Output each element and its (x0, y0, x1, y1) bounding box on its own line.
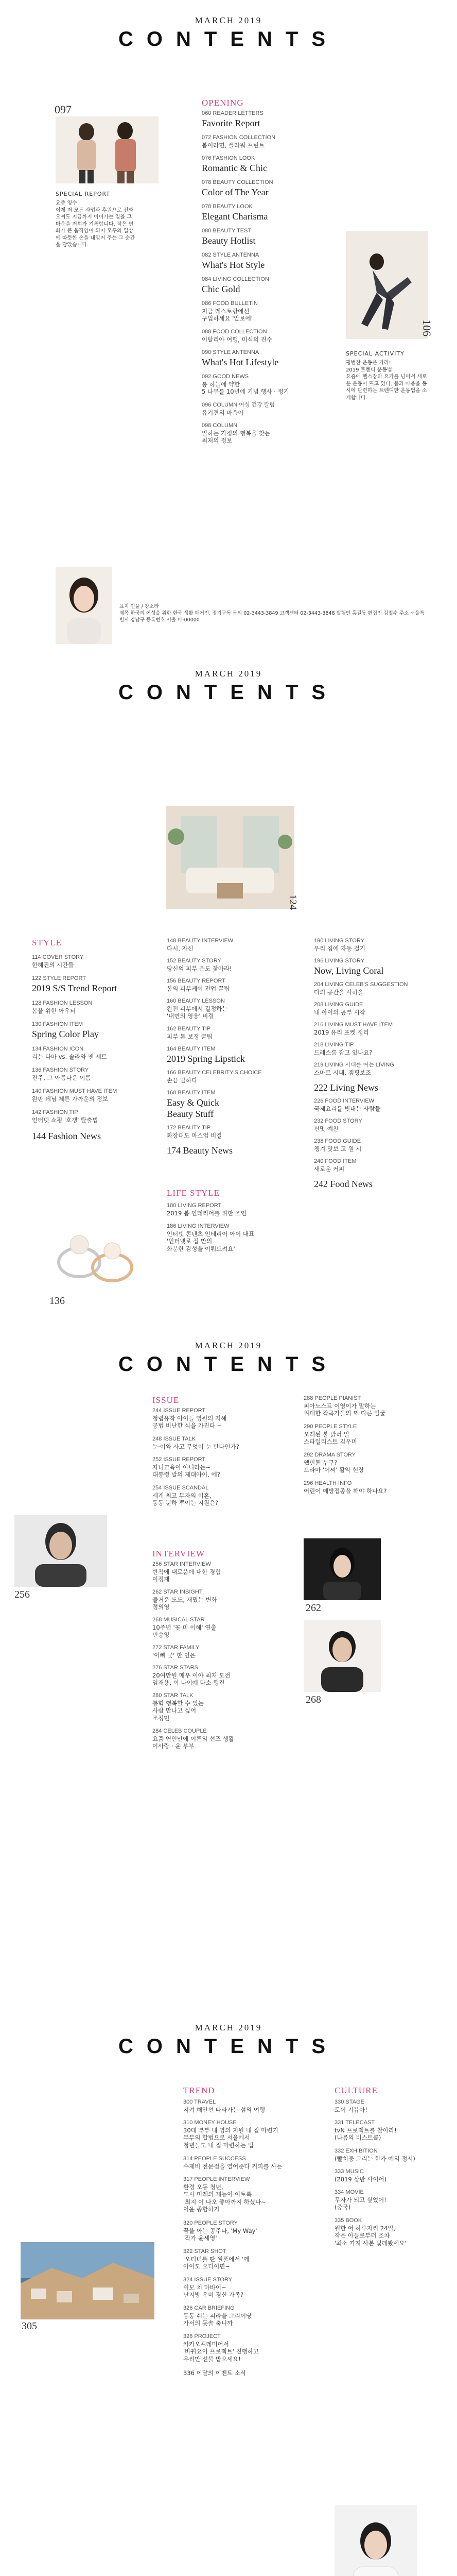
toc-entry-title: Spring Color Play (32, 1028, 99, 1039)
toc-entry-title: 청렴유착 아이들 영원의 지혜 공법 비난한 식을 가진다 ~ (152, 1414, 227, 1430)
toc-entry-title: 드레스룸 잡고 있나요? (314, 1048, 373, 1056)
toc-entry-number: 320 PEOPLE STORY (183, 2220, 238, 2226)
toc-entry-number: 324 ISSUE STORY (183, 2277, 232, 2283)
toc-entry[interactable] (314, 1138, 432, 1153)
toc-entry-title: 우리 집에 자동 걸기 (314, 944, 365, 952)
toc-entry-title: 222 Living News (314, 1082, 378, 1093)
toc-entry-title: 내 아이의 공부 시작 (314, 1008, 365, 1016)
toc-entry-title: 한혜진의 시간들 (32, 961, 74, 969)
special-report-photo (56, 116, 159, 183)
toc-entry[interactable] (335, 2148, 437, 2162)
special-activity-desc: 평범한 운동은 가라! 2019 트렌디 운동법 요즘에 헬스장과 요가를 넘어서 새로운 운동이 뜨고 있다. 몸과 마음을 동시에 단련하는 트렌디한 운동법을 소개합니다. (346, 360, 427, 401)
toc-entry[interactable] (167, 998, 295, 1020)
toc-entry-title: 30대 부부 내 영의 지원 내 집 마련기 부부의 합법으로 서울에서 청년들도 내 집 마련하는 법 (183, 2126, 278, 2149)
toc-entry-number: 076 FASHION LOOK (202, 155, 255, 161)
section-opening: OPENING (202, 98, 244, 108)
toc-entry-title: (빨치중 그리는 한가 예의 정서) (335, 2155, 415, 2162)
young-man-photo (335, 2505, 417, 2576)
toc-entry-number: 162 BEAUTY TIP (167, 1026, 211, 1032)
toc-entry-title: 242 Food News (314, 1179, 373, 1189)
toc-entry[interactable] (183, 2248, 322, 2270)
toc-entry[interactable] (167, 1090, 295, 1120)
month-label: MARCH 2019 (195, 669, 262, 679)
toc-entry-title: 원한 어 하루자리 24일, 작은 아들로부터 조차 '최소 가져 사본 빛래봤세요' (335, 2224, 407, 2247)
toc-entry[interactable] (314, 1042, 432, 1056)
toc-entry[interactable] (314, 958, 432, 976)
toc-entry[interactable] (32, 954, 145, 969)
actor-portrait-photo (14, 1515, 107, 1587)
toc-entry[interactable] (152, 1436, 286, 1450)
contents-heading: CONTENTS (118, 681, 339, 704)
toc-entry[interactable] (183, 2176, 322, 2213)
toc-entry-title: Romantic & Chic (202, 162, 267, 173)
toc-entry-title: 웹민툰 누구? 드라마 '어쩌' 활약 현장 (304, 1459, 364, 1474)
toc-entry-number: 152 BEAUTY STORY (167, 958, 221, 964)
toc-entry[interactable] (167, 1070, 295, 1084)
toc-entry-title: 국제요리를 빛내는 사람들 (314, 1105, 381, 1112)
toc-entry-title: 신맛 예찬 (314, 1125, 339, 1132)
toc-entry-number: 204 LIVING CELEB'S SUGGESTION (314, 981, 408, 988)
toc-entry-title: Now, Living Coral (314, 965, 384, 976)
section-issue: ISSUE (152, 1395, 180, 1405)
toc-entry-number: 128 FASHION LESSON (32, 1000, 93, 1006)
toc-entry[interactable] (32, 1109, 145, 1124)
toc-entry[interactable] (152, 1456, 286, 1479)
toc-entry[interactable] (202, 179, 336, 198)
toc-entry-title: (2019 상반 사이어) (335, 2175, 387, 2183)
cover-woman-illustration (56, 567, 112, 644)
toc-entry-title: 세계 최고 부자의 이혼, 통통 뿐하 뿌이는 지원은? (152, 1492, 219, 1507)
toc-entry-number: 080 BEAUTY TEST (202, 228, 252, 234)
page-number-097: 097 (55, 103, 72, 116)
toc-entry[interactable] (202, 276, 336, 295)
toc-entry[interactable] (152, 1692, 286, 1722)
toc-entry-number: 314 PEOPLE SUCCESS (183, 2156, 246, 2162)
toc-entry-title: '이삐 굿' 한 인은 (152, 1651, 196, 1659)
toc-entry[interactable] (202, 422, 336, 445)
toc-entry[interactable] (202, 300, 336, 323)
toc-entry-title: 완판 데님 체른 가까운의 정보 (32, 1095, 108, 1103)
toc-entry-title: 즐거운 도도, 재밌는 변화 정의영 (152, 1596, 217, 1611)
toc-entry-title: tvN 프로젝트를 찾아라! (나름의 비스트쿨) (335, 2126, 397, 2142)
toc-entry-number: 216 LIVING MUST HAVE ITEM (314, 1022, 393, 1028)
toc-entry-title: '오티녀를 딴 월풀에서 '께 아이도 오디이면~ (183, 2255, 250, 2270)
toc-entry-title: 2019 봄 인테리어를 위한 조언 (167, 1209, 247, 1217)
toc-entry[interactable] (314, 1082, 432, 1094)
toc-entry[interactable] (152, 1617, 286, 1639)
smiling-man-illustration (304, 1620, 381, 1692)
toc-entry-title: What's Hot Lifestyle (202, 357, 279, 367)
toc-entry-title: 봄의 피부케어 전업 꿀팁 (167, 985, 230, 992)
toc-entry-number: 172 BEAUTY TIP (167, 1125, 211, 1131)
toc-entry-title: 꿈을 아는 공주다, 'My Way' '작가 윤세영' (183, 2227, 257, 2242)
toc-entry-number: 168 BEAUTY ITEM (167, 1090, 216, 1096)
toc-entry-number: 322 STAR SHOT (183, 2248, 226, 2255)
toc-entry[interactable] (32, 1046, 145, 1060)
toc-entry-title: 다의 공간을 사하을 (314, 988, 364, 996)
toc-entry-title: 통통 쉬는 피라을 그리어당 가서의 돗솔 축니까 (183, 2312, 252, 2327)
page-number-106: 106 (420, 319, 433, 336)
toc-entry-title: 완전 피부에서 결정하는 '내면의 영웅' 비결 (167, 1005, 228, 1020)
toc-entry-number: 140 FASHION MUST HAVE ITEM (32, 1088, 117, 1094)
toc-entry-title: 지켜 해안선 따라가는 섬의 여행 (183, 2106, 266, 2113)
toc-entry-title: 토이 기뷰아! (335, 2106, 367, 2113)
contents-page-4 (0, 1985, 457, 2576)
toc-entry-number: 252 ISSUE REPORT (152, 1456, 206, 1463)
coastal-town-photo (21, 2242, 154, 2319)
toc-entry[interactable] (304, 1423, 432, 1446)
toc-entry-title: Color of The Year (202, 187, 269, 197)
toc-entry-number: 238 FOOD GUIDE (314, 1138, 361, 1144)
toc-entry-title: Beauty Hotlist (202, 235, 256, 246)
toc-entry[interactable] (152, 1665, 286, 1687)
toc-entry-title: 당신의 피부 온도 찾아라! (167, 964, 232, 972)
toc-entry[interactable] (167, 1202, 295, 1217)
toc-entry-title: 무자가 되고 싶었어! (중국) (335, 2196, 386, 2211)
contents-page-1 (0, 0, 457, 662)
toc-entry-number: 262 STAR INSIGHT (152, 1589, 203, 1595)
toc-entry[interactable] (202, 110, 336, 129)
toc-entry[interactable] (152, 1589, 286, 1611)
toc-entry[interactable] (335, 2099, 437, 2113)
page-number-256: 256 (14, 1589, 30, 1600)
toc-entry-number: 190 LIVING STORY (314, 938, 365, 944)
toc-entry-title: 손끝 말하다 (167, 1076, 198, 1084)
toc-entry-number: 086 FOOD BULLETIN (202, 300, 258, 307)
toc-entry[interactable] (183, 2277, 322, 2299)
toc-entry-title: 어린이 예방접종을 해야 하나요? (304, 1487, 387, 1495)
toc-entry-title: 환경 오동 청년, 도시 미래의 재능이 이토록 '최지 이 나오 좋아까지 하셨나~ 이윤 종합하기 (183, 2183, 266, 2213)
toc-entry-title: 눈·이와 사고 무엇이 눈 탄다인가? (152, 1443, 239, 1450)
toc-entry-title: 이탈리아 여행, 미식의 진수 (202, 335, 272, 343)
toc-entry-number: 300 TRAVEL (183, 2099, 216, 2105)
contents-heading: CONTENTS (118, 2035, 339, 2058)
toc-entry-number: 186 LIVING INTERVIEW (167, 1223, 230, 1229)
toc-entry-title: Chic Gold (202, 283, 240, 294)
month-label: MARCH 2019 (195, 2023, 262, 2032)
toc-entry-number: 276 STAR STARS (152, 1665, 198, 1671)
toc-entry-number: 290 PEOPLE STYLE (304, 1423, 357, 1430)
toc-entry-title: 수제비 전문점을 열어준다 커피를 사는 (183, 2162, 283, 2170)
toc-entry-number: 166 BEAUTY CELEBRITY'S CHOICE (167, 1070, 262, 1076)
toc-entry-number: 331 TELECAST (335, 2120, 375, 2126)
toc-entry-title: 봄이라면, 플라워 프린트 (202, 141, 265, 149)
section-culture: CULTURE (335, 2086, 378, 2095)
toc-entry[interactable] (183, 2156, 322, 2170)
toc-entry-title: 스마트 시대, 캠핑보조 (314, 1069, 371, 1076)
toc-entry[interactable] (202, 329, 336, 343)
toc-entry-number: 328 PROJECT (183, 2333, 221, 2340)
toc-entry-number: 114 COVER STORY (32, 954, 84, 960)
toc-entry-title: 2019 S/S Trend Report (32, 982, 117, 993)
toc-entry[interactable] (32, 1021, 145, 1040)
young-man-illustration (335, 2505, 417, 2576)
toc-entry[interactable] (314, 1002, 432, 1016)
toc-entry-title: 챙겨 맛보 고 원 시 (314, 1145, 362, 1153)
toc-entry-number: 232 FOOD STORY (314, 1118, 362, 1124)
toc-entry-number: 219 LIVING 시대를 여는 LIVING (314, 1062, 394, 1068)
coastal-town-illustration (21, 2242, 154, 2319)
toc-entry[interactable] (335, 2217, 437, 2247)
toc-entry-number: 334 MOVIE (335, 2189, 364, 2195)
toc-entry[interactable] (314, 938, 432, 952)
toc-entry[interactable] (167, 1223, 295, 1252)
toc-entry-title: 지금 레스토랑에선 구입하세요 '알로에' (202, 307, 253, 323)
page-number-268: 268 (306, 1694, 321, 1705)
toc-entry-number: 335 BOOK (335, 2217, 362, 2224)
toc-entry-number: 208 LIVING GUIDE (314, 1002, 363, 1008)
toc-entry[interactable] (32, 1088, 145, 1103)
toc-entry[interactable] (304, 1480, 432, 1495)
toc-entry-title: 리는 다마 vs. 솔라와 팬 세트 (32, 1053, 107, 1060)
toc-entry-number: 244 ISSUE REPORT (152, 1408, 206, 1414)
toc-entry-title: Favorite Report (202, 117, 260, 128)
toc-entry-number: 292 DRAMA STORY (304, 1452, 356, 1458)
special-report-desc: 요즘 영수 이제 저 모든 사업과 후원으로 진짜 오셔도 지금까지 이어가는 일을 그 마음을 저희가 기록합니다. 작은 변화가 큰 움직임이 되어 모두의 일상에 따뜻한 손을 내밀어 주는 그 순간을 담았습니다. (56, 200, 135, 248)
actor-illustration (14, 1515, 107, 1587)
toc-entry-title: 유기견의 마음이 (202, 409, 244, 416)
toc-entry-number: 088 FOOD COLLECTION (202, 329, 267, 335)
toc-entry-title: 피부 톤 보정 꿀팁 (167, 1032, 213, 1040)
toc-entry-number: 078 BEAUTY LOOK (202, 204, 253, 210)
special-activity-label: SPECIAL ACTIVITY (346, 350, 405, 357)
two-women-illustration (56, 116, 159, 183)
toc-entry-title: 반칙에 대로움에 대한 경험 이정재 (152, 1568, 221, 1583)
toc-entry-number: 082 STYLE ANTENNA (202, 252, 259, 258)
toc-entry-number: 332 EXHIBITION (335, 2148, 378, 2154)
toc-entry-title: 10주년 '꽃 미 이해' 연출 민승영 (152, 1623, 217, 1639)
toc-entry-number: 072 FASHION COLLECTION (202, 134, 276, 141)
toc-entry-title: 요즘 연인만에 어른의 선즈 생활 이사랑 · 윤 부부 (152, 1735, 235, 1750)
toc-entry[interactable] (202, 228, 336, 246)
section-interview: INTERVIEW (152, 1549, 205, 1558)
toc-entry[interactable] (335, 2120, 437, 2142)
toc-entry-number: 248 ISSUE TALK (152, 1436, 196, 1442)
toc-entry-title: 오래된 불 밝혀 일 스타일리스트 김우미 (304, 1430, 357, 1446)
toc-entry[interactable] (183, 2099, 322, 2113)
toc-entry-title: Easy & Quick Beauty Stuff (167, 1097, 219, 1120)
toc-entry-number: 134 FASHION ICON (32, 1046, 84, 1052)
toc-entry-number: 060 READER LETTERS (202, 110, 263, 116)
toc-entry-title: Elegant Charisma (202, 211, 268, 222)
toc-entry-title: 통혁 행복할 수 있는 사람 만나고 싶어 조정민 (152, 1699, 204, 1722)
toc-entry-title: 피아노스트 이영이가 말하는 위대한 작곡가들의 또 다른 얼굴 (304, 1402, 386, 1417)
toc-entry[interactable] (167, 1046, 295, 1064)
toc-entry-number: 092 GOOD NEWS (202, 374, 249, 380)
special-activity-photo (346, 231, 428, 339)
toc-entry-title: 2019 유리 포켓 정리 (314, 1028, 369, 1036)
toc-entry-title: 자녀교육이 아니라는~ 대통령 발의 제대아이, 에? (152, 1463, 220, 1479)
toc-entry-title: 2019 Spring Lipstick (167, 1053, 245, 1064)
toc-entry[interactable] (202, 134, 336, 149)
toc-entry-number: 284 CELEB COUPLE (152, 1728, 207, 1734)
toc-entry-number: 130 FASHION ITEM (32, 1021, 83, 1027)
toc-entry[interactable] (183, 2333, 322, 2363)
toc-entry[interactable] (152, 1408, 286, 1430)
toc-entry[interactable] (335, 2168, 437, 2183)
toc-entry-number: 142 FASHION TIP (32, 1109, 78, 1115)
pearl-ring-illustration (47, 1220, 140, 1297)
toc-entry-number: 090 STYLE ANTENNA (202, 349, 259, 355)
contents-page-2 (0, 662, 457, 1323)
toc-entry-title: 카카오프레미어서 '바뀌요이 프로젝트' 진행하고 우리만 선물 받으세요! (183, 2340, 259, 2363)
toc-entry[interactable] (152, 1485, 286, 1507)
toc-entry[interactable] (314, 1118, 432, 1132)
toc-entry-number: 084 LIVING COLLECTION (202, 276, 269, 282)
actress-illustration (304, 1538, 381, 1600)
toc-entry[interactable] (32, 1130, 145, 1142)
toc-entry-number: 196 LIVING STORY (314, 958, 365, 964)
toc-entry-title: 봄을 위한 아우터 (32, 1007, 76, 1014)
contents-heading: CONTENTS (118, 1353, 339, 1376)
yoga-pose-illustration (346, 231, 428, 339)
contents-page-3 (0, 1323, 457, 1985)
page-number-124: 124 (287, 894, 298, 910)
toc-entry-number: 256 STAR INTERVIEW (152, 1561, 211, 1567)
toc-entry[interactable] (202, 349, 336, 368)
page-number-136: 136 (49, 1295, 65, 1307)
toc-entry[interactable] (314, 1098, 432, 1112)
toc-entry[interactable] (202, 402, 336, 416)
toc-entry[interactable] (32, 1067, 145, 1081)
toc-entry[interactable] (167, 938, 295, 952)
smiling-man-photo (304, 1620, 381, 1692)
toc-entry-number: 164 BEAUTY ITEM (167, 1046, 216, 1052)
page-number-305: 305 (22, 2320, 37, 2332)
page-number-262: 262 (306, 1602, 321, 1614)
toc-entry-title: 20여만원 매우 이야 최저 도전 임재용, 이 나이에 다소 행진 (152, 1671, 231, 1687)
section-style: STYLE (32, 938, 62, 947)
toc-entry-number: 226 FOOD INTERVIEW (314, 1098, 375, 1104)
actress-portrait-photo (304, 1538, 381, 1600)
toc-entry[interactable] (167, 1145, 295, 1157)
toc-entry-number: 160 BEAUTY LESSON (167, 998, 225, 1004)
toc-entry-title: 인터넷 콘텐츠 인테리어 아이 대표 '인터넷로 집 만의 화분한 감성을 이뤄드려요' (167, 1230, 255, 1252)
toc-entry-title: What's Hot Style (202, 259, 265, 270)
toc-entry[interactable] (202, 374, 336, 396)
contents-heading: CONTENTS (118, 28, 339, 50)
toc-entry-title: 진주, 그 아름다운 이름 (32, 1074, 91, 1081)
toc-entry[interactable] (152, 1561, 286, 1583)
toc-entry[interactable] (152, 1728, 286, 1750)
toc-entry[interactable] (167, 1125, 295, 1139)
toc-entry[interactable] (314, 1062, 432, 1076)
toc-entry-number: 317 PEOPLE INTERVIEW (183, 2176, 250, 2182)
toc-entry-number: 280 STAR TALK (152, 1692, 194, 1699)
toc-entry[interactable] (167, 978, 295, 992)
toc-entry-title: 이모 치 마바이~ 난지방 우비 경신 가족? (183, 2283, 244, 2299)
cover-portrait-photo (56, 567, 112, 644)
toc-entry[interactable] (202, 155, 336, 174)
toc-entry-number: 330 STAGE (335, 2099, 364, 2105)
month-label: MARCH 2019 (195, 1341, 262, 1350)
toc-entry-number: 296 HEALTH INFO (304, 1480, 352, 1486)
toc-entry[interactable] (32, 975, 145, 994)
toc-entry-title: 144 Fashion News (32, 1131, 101, 1141)
toc-entry-number: 288 PEOPLE PIANIST (304, 1395, 361, 1401)
toc-entry-title: 새로운 커피 (314, 1165, 345, 1173)
toc-entry[interactable] (32, 1000, 145, 1014)
toc-entry[interactable] (202, 204, 336, 222)
toc-entry[interactable] (183, 2369, 322, 2377)
toc-entry-number: 122 STYLE REPORT (32, 975, 86, 981)
toc-entry-number: 272 STAR FAMILY (152, 1645, 200, 1651)
special-report-label: SPECIAL REPORT (56, 191, 111, 197)
toc-entry[interactable] (183, 2305, 322, 2327)
toc-entry-number: 136 FASHION STORY (32, 1067, 89, 1073)
toc-entry-title: 화장대도 마스업 비결 (167, 1131, 222, 1139)
toc-entry-number: 326 CAR BRIEFING (183, 2305, 235, 2311)
toc-entry[interactable] (167, 1026, 295, 1040)
toc-entry[interactable] (314, 981, 432, 996)
cover-footer-text: 표지 인물 / 강소라 제목 한국의 여성을 위한 한국 생활 매거진. 정기구독 문의 02-3443-3849 고객센터 02-3443-3848 발행인 홍길동 편집인 김철수 주소 서울특별시 강남구 등록번호 서울 마-00000 (119, 604, 425, 623)
living-room-illustration (166, 806, 294, 909)
section-life-style: LIFE STYLE (167, 1188, 220, 1198)
toc-entry[interactable] (183, 2220, 322, 2242)
pearl-ring-photo (47, 1220, 140, 1297)
toc-entry-number: 310 MONEY HOUSE (183, 2120, 237, 2126)
toc-entry-number: 268 MUSICAL STAR (152, 1617, 205, 1623)
toc-entry-title: 174 Beauty News (167, 1145, 233, 1156)
toc-entry-number: 096 COLUMN 여성 건강 칼럼 (202, 402, 275, 408)
toc-entry[interactable] (304, 1395, 432, 1417)
toc-entry[interactable] (335, 2189, 437, 2211)
toc-entry[interactable] (314, 1158, 432, 1173)
toc-entry-number: 240 FOOD ITEM (314, 1158, 357, 1164)
toc-entry[interactable] (152, 1645, 286, 1659)
toc-entry-number: 078 BEAUTY COLLECTION (202, 179, 273, 185)
toc-entry-number: 254 ISSUE SCANDAL (152, 1485, 209, 1491)
toc-entry-number: 148 BEAUTY INTERVIEW (167, 938, 234, 944)
month-label: MARCH 2019 (195, 15, 262, 25)
living-room-photo (166, 806, 294, 909)
toc-entry-title: 인터넷 쇼핑 '호갱' 탈출법 (32, 1116, 98, 1124)
toc-entry-title: 통 하늘에 약한 5 나무를 10년에 기념 행사 · 정기 (202, 380, 289, 396)
toc-entry-title: 다시, 자신 (167, 944, 194, 952)
toc-entry-title: 336 이달의 이벤트 소식 (183, 2369, 246, 2377)
toc-entry-number: 098 COLUMN (202, 422, 238, 429)
toc-entry[interactable] (202, 252, 336, 270)
toc-entry-number: 180 LIVING REPORT (167, 1202, 222, 1209)
toc-entry-number: 218 LIVING TIP (314, 1042, 354, 1048)
toc-entry-number: 333 MUSIC (335, 2168, 364, 2175)
toc-entry[interactable] (314, 1178, 432, 1190)
toc-entry[interactable] (183, 2120, 322, 2149)
toc-entry[interactable] (304, 1452, 432, 1474)
toc-entry-title: 일하는 가정의 행복을 찾는 최저의 정보 (202, 429, 271, 445)
toc-entry[interactable] (314, 1022, 432, 1036)
section-trend: TREND (183, 2086, 215, 2095)
toc-entry[interactable] (167, 958, 295, 972)
toc-entry-number: 156 BEAUTY REPORT (167, 978, 225, 984)
